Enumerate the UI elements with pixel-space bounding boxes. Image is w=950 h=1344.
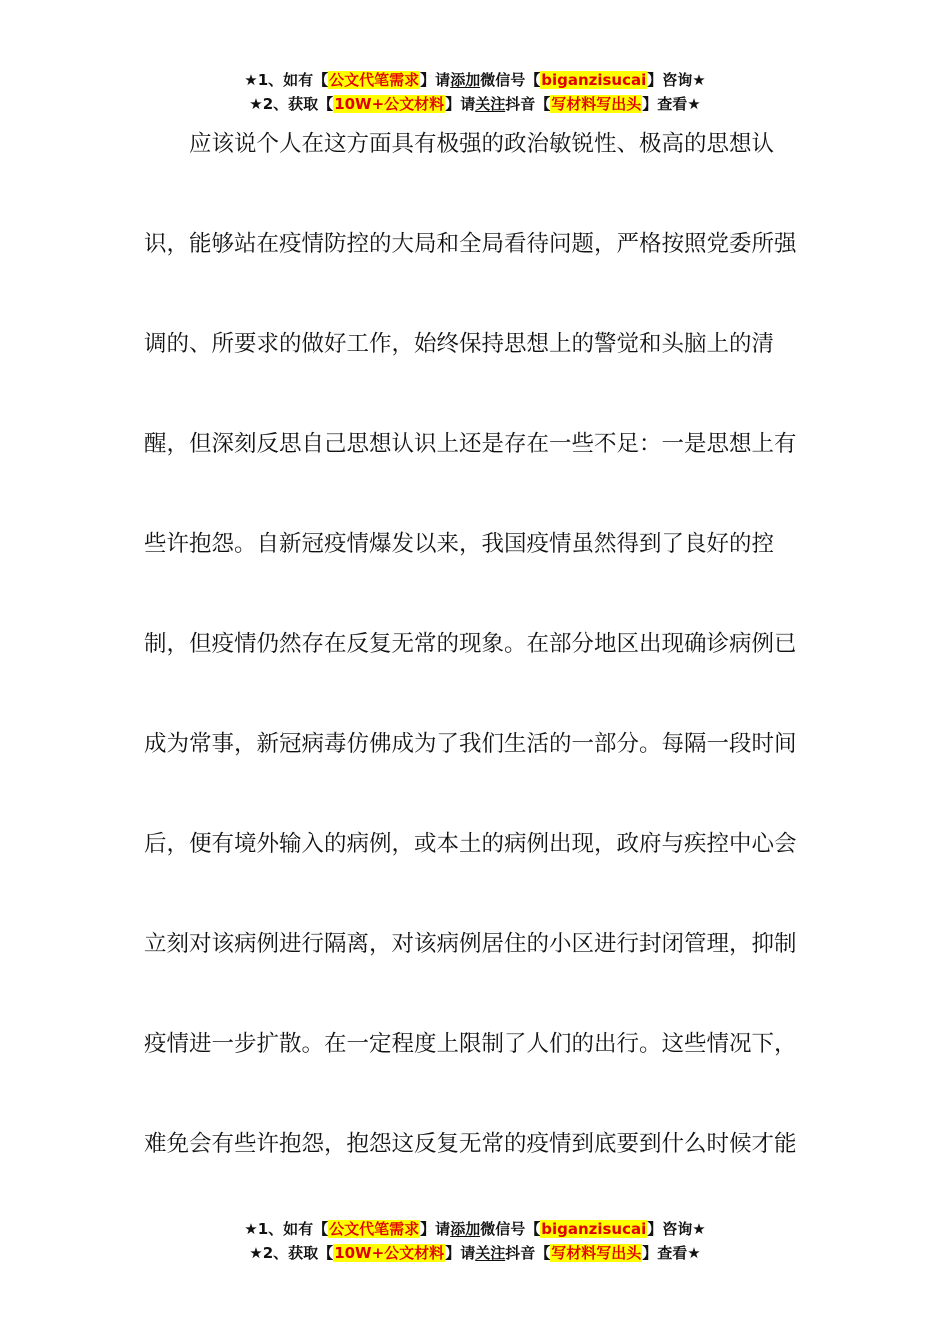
underlined-follow: 关注 (475, 95, 506, 113)
body-line: 些许抱怨。自新冠疫情爆发以来，我国疫情虽然得到了良好的控 (144, 531, 775, 557)
body-line: 制，但疫情仍然存在反复无常的现象。在部分地区出现确诊病例已 (144, 631, 797, 657)
banner-line-1: ★1、如有【公文代笔需求】请添加微信号【biganzisucai】咨询★ (244, 71, 706, 89)
highlight-douyin-account[interactable]: 写材料写出头 (551, 95, 642, 113)
highlight-wechat-id[interactable]: biganzisucai (541, 71, 647, 89)
body-line: 立刻对该病例进行隔离，对该病例居住的小区进行封闭管理，抑制 (144, 931, 797, 957)
body-line: 醒，但深刻反思自己思想认识上还是存在一些不足：一是思想上有 (144, 431, 797, 457)
highlight-wechat-id[interactable]: biganzisucai (541, 1220, 647, 1238)
body-line: 应该说个人在这方面具有极强的政治敏锐性、极高的思想认 (189, 131, 775, 157)
highlight-service: 公文代笔需求 (329, 1220, 420, 1238)
highlight-materials: 10W+公文材料 (334, 1244, 445, 1262)
header-banner (0, 68, 950, 116)
underlined-add: 添加 (450, 71, 481, 89)
banner-line-1: ★1、如有【公文代笔需求】请添加微信号【biganzisucai】咨询★ (244, 1220, 706, 1238)
highlight-service: 公文代笔需求 (329, 71, 420, 89)
underlined-add: 添加 (450, 1220, 481, 1238)
body-line: 成为常事，新冠病毒仿佛成为了我们生活的一部分。每隔一段时间 (144, 731, 797, 757)
highlight-douyin-account[interactable]: 写材料写出头 (551, 1244, 642, 1262)
body-line: 调的、所要求的做好工作，始终保持思想上的警觉和头脑上的清 (144, 331, 775, 357)
body-line: 难免会有些许抱怨，抱怨这反复无常的疫情到底要到什么时候才能 (144, 1131, 797, 1157)
banner-line-2: ★2、获取【10W+公文材料】请关注抖音【写材料写出头】查看★ (249, 1244, 701, 1262)
body-line: 后，便有境外输入的病例，或本土的病例出现，政府与疾控中心会 (144, 831, 797, 857)
document-body (144, 118, 797, 1218)
underlined-follow: 关注 (475, 1244, 506, 1262)
body-line: 识，能够站在疫情防控的大局和全局看待问题，严格按照党委所强 (144, 231, 797, 257)
body-line: 疫情进一步扩散。在一定程度上限制了人们的出行。这些情况下， (144, 1031, 797, 1057)
banner-line-2: ★2、获取【10W+公文材料】请关注抖音【写材料写出头】查看★ (249, 95, 701, 113)
footer-banner (0, 1217, 950, 1265)
highlight-materials: 10W+公文材料 (334, 95, 445, 113)
